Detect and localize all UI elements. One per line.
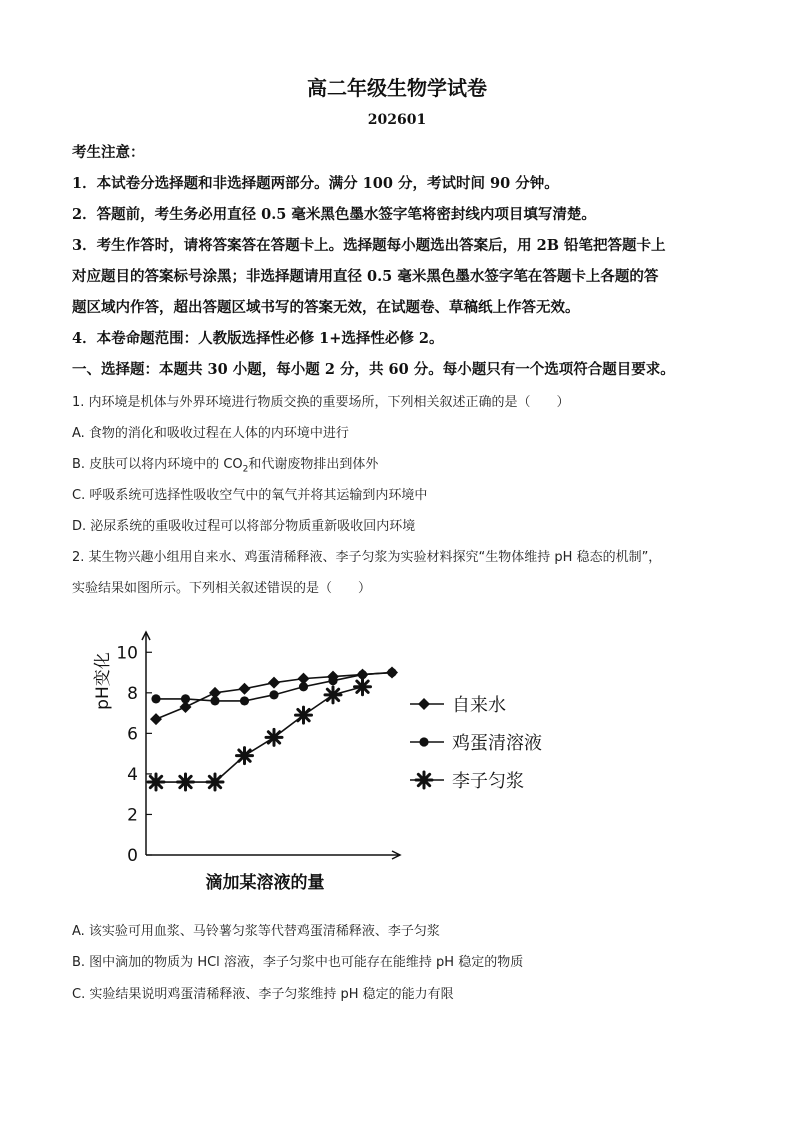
legend-marker-1 [418,698,430,710]
legend-marker-2 [419,737,428,746]
legend-label-1: 自来水 [452,695,506,716]
data-point-series-3 [296,707,312,723]
data-point-series-2 [299,682,308,691]
y-tick-label: 6 [127,724,138,745]
legend-label-2: 鸡蛋清溶液 [452,733,542,754]
exam-code: 202601 [367,112,427,128]
notice-item-1: 1．本试卷分选择题和非选择题两部分。满分 100 分，考试时间 90 分钟。 [72,175,559,192]
notice-item-3-line-3: 题区域内作答，超出答题区域书写的答案无效，在试题卷、草稿纸上作答无效。 [72,299,580,316]
legend-marker-3 [416,772,432,788]
notice-heading: 考生注意： [72,144,145,161]
section-heading: 一、选择题：本题共 30 小题，每小题 2 分，共 60 分。每小题只有一个选项符合题目要求。 [72,361,675,378]
y-tick-label: 10 [116,643,138,664]
data-point-series-2 [387,668,396,677]
data-point-series-3 [355,679,371,695]
y-tick-label: 4 [127,764,138,785]
data-point-series-3 [325,687,341,703]
data-point-series-1 [239,683,251,695]
question-2-option-b: B. 图中滴加的物质为 HCl 溶液，李子匀浆中也可能存在能维持 pH 稳定的物质 [72,955,524,970]
question-2-stem-line-2: 实验结果如图所示。下列相关叙述错误的是（ ） [72,581,372,596]
y-tick-label: 8 [127,683,138,704]
data-point-series-2 [181,694,190,703]
y-axis-label: pH变化 [93,652,113,710]
y-tick-label: 0 [127,846,138,866]
legend-label-3: 李子匀浆 [452,771,524,792]
data-point-series-3 [207,774,223,790]
data-point-series-3 [178,774,194,790]
y-tick-label: 2 [127,805,138,826]
ph-chart [88,612,548,902]
notice-item-3-line-1: 3．考生作答时，请将答案答在答题卡上。选择题每小题选出答案后，用 2B 铅笔把答题卡上 [72,237,666,254]
question-2-option-a: A. 该实验可用血浆、马铃薯匀浆等代替鸡蛋清稀释液、李子匀浆 [72,924,440,939]
question-2-stem-line-1: 2. 某生物兴趣小组用自来水、鸡蛋清稀释液、李子匀浆为实验材料探究“生物体维持 pH 稳态的机制”， [72,550,662,565]
question-1-option-a: A. 食物的消化和吸收过程在人体的内环境中进行 [72,426,349,441]
data-point-series-1 [150,713,162,725]
notice-item-2: 2．答题前，考生务必用直径 0.5 毫米黑色墨水签字笔将密封线内项目填写清楚。 [72,206,596,223]
data-point-series-2 [240,696,249,705]
data-point-series-3 [237,748,253,764]
data-point-series-2 [328,676,337,685]
data-point-series-3 [148,774,164,790]
question-2-option-c: C. 实验结果说明鸡蛋清稀释液、李子匀浆维持 pH 稳定的能力有限 [72,987,454,1002]
data-point-series-2 [269,690,278,699]
question-1-stem: 1. 内环境是机体与外界环境进行物质交换的重要场所，下列相关叙述正确的是（ ） [72,395,570,410]
data-point-series-1 [268,677,280,689]
page-title: 高二年级生物学试卷 [307,76,487,100]
question-1-option-d: D. 泌尿系统的重吸收过程可以将部分物质重新吸收回内环境 [72,519,416,534]
data-point-series-2 [210,696,219,705]
question-1-option-b: B. 皮肤可以将内环境中的 $CO_2$和代谢废物排出到体外 [72,457,379,475]
data-point-series-3 [266,729,282,745]
question-1-option-c: C. 呼吸系统可选择性吸收空气中的氧气并将其运输到内环境中 [72,488,428,503]
x-axis-label: 滴加某溶液的量 [205,873,325,893]
data-point-series-2 [151,694,160,703]
notice-item-3-line-2: 对应题目的答案标号涂黑；非选择题请用直径 0.5 毫米黑色墨水签字笔在答题卡上各题的答 [72,268,659,285]
notice-item-4: 4．本卷命题范围：人教版选择性必修 1+选择性必修 2。 [72,330,444,347]
